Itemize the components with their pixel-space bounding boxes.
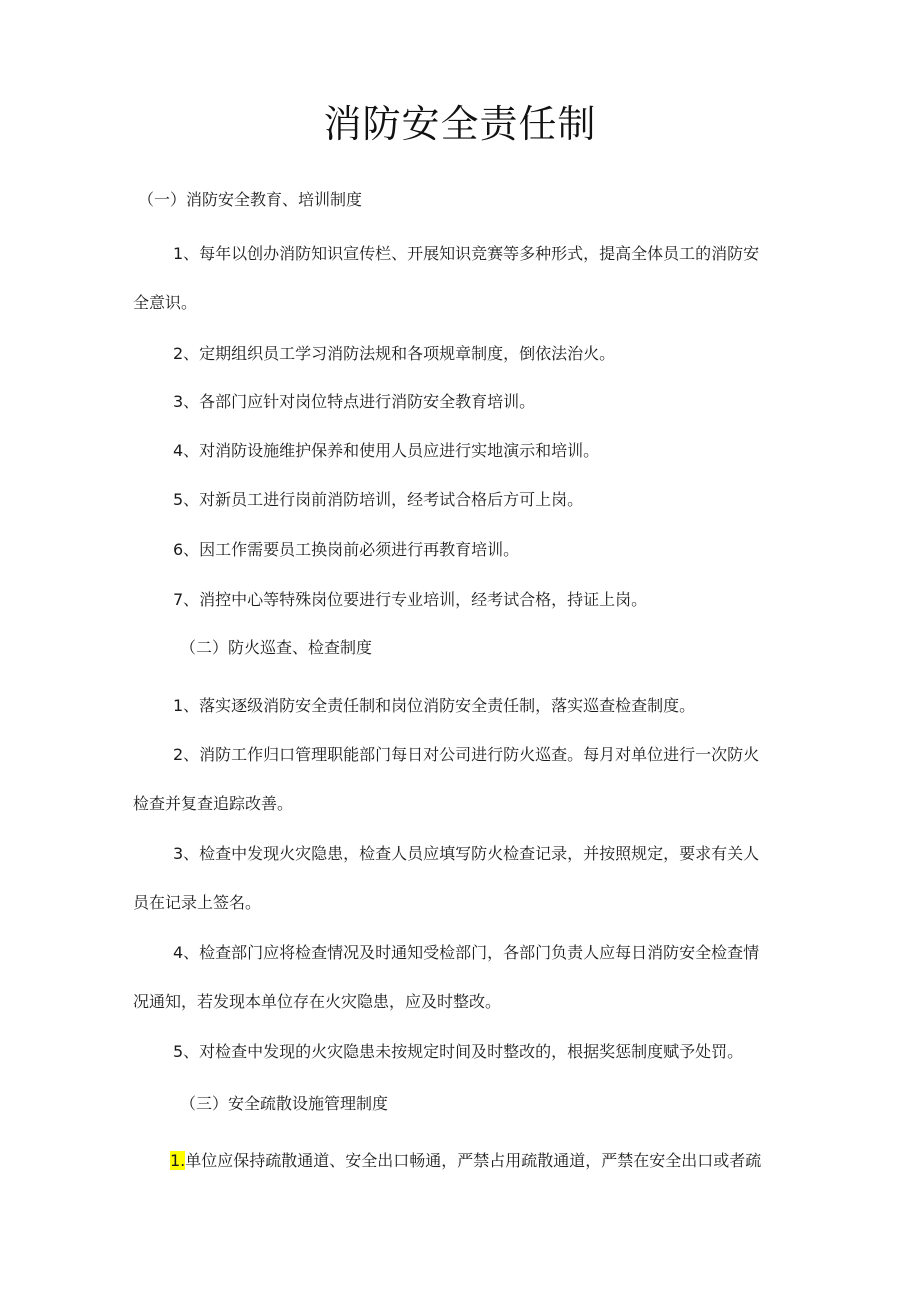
paragraph-line: 全意识。: [133, 293, 198, 312]
document-title: 消防安全责任制: [323, 102, 597, 146]
paragraph-line: 5、对检查中发现的火灾隐患未按规定时间及时整改的，根据奖惩制度赋予处罚。: [173, 1042, 744, 1061]
paragraph-line: 1、每年以创办消防知识宣传栏、开展知识竞赛等多种形式，提高全体员工的消防安: [173, 244, 760, 263]
paragraph-line: 员在记录上签名。: [133, 893, 262, 912]
paragraph-line: 4、检查部门应将检查情况及时通知受检部门，各部门负责人应每日消防安全检查情: [173, 943, 760, 962]
paragraph-line: 2、消防工作归口管理职能部门每日对公司进行防火巡查。每月对单位进行一次防火: [173, 745, 760, 764]
paragraph-line: 5、对新员工进行岗前消防培训，经考试合格后方可上岗。: [173, 490, 584, 509]
paragraph-line: 3、各部门应针对岗位特点进行消防安全教育培训。: [173, 392, 536, 411]
paragraph-line: 况通知，若发现本单位存在火灾隐患，应及时整改。: [133, 992, 502, 1011]
paragraph-line: 3、检查中发现火灾隐患，检查人员应填写防火检查记录，并按照规定，要求有关人: [173, 844, 760, 863]
paragraph-line: 7、消控中心等特殊岗位要进行专业培训，经考试合格，持证上岗。: [173, 590, 648, 609]
paragraph-line: 检查并复查追踪改善。: [133, 794, 294, 813]
highlighted-item-number: 1.: [170, 1151, 186, 1170]
section-heading-2: （二）防火巡查、检查制度: [180, 638, 373, 657]
paragraph-line: 1、落实逐级消防安全责任制和岗位消防安全责任制，落实巡查检查制度。: [173, 696, 696, 715]
paragraph-line: 4、对消防设施维护保养和使用人员应进行实地演示和培训。: [173, 441, 600, 460]
paragraph-line: 6、因工作需要员工换岗前必须进行再教育培训。: [173, 540, 520, 559]
paragraph-text: 单位应保持疏散通道、安全出口畅通，严禁占用疏散通道，严禁在安全出口或者疏: [185, 1151, 762, 1170]
paragraph-line: 2、定期组织员工学习消防法规和各项规章制度，倒依法治火。: [173, 344, 616, 363]
section-heading-3: （三）安全疏散设施管理制度: [180, 1094, 389, 1113]
paragraph-line: [170, 1149, 761, 1173]
section-heading-1: （一）消防安全教育、培训制度: [138, 190, 363, 209]
